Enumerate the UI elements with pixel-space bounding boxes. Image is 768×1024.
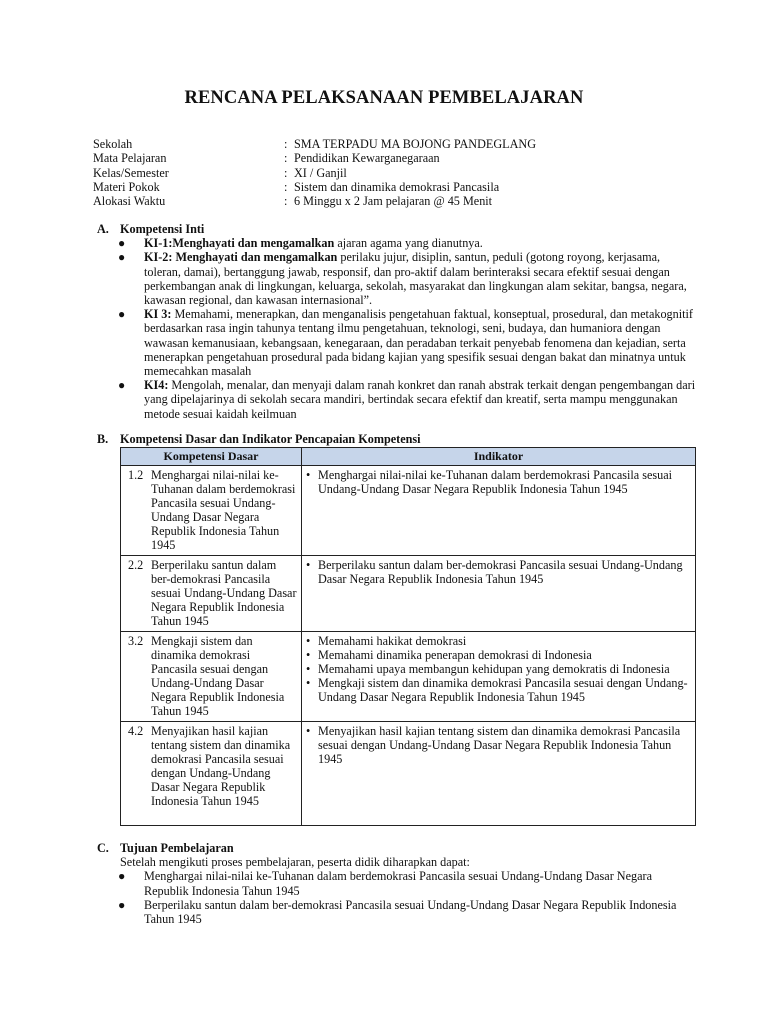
kd-text: Mengkaji sistem dan dinamika demokrasi Pancasila sesuai dengan Undang-Undang Dasar Negara Republik Indonesia Tahun 1945 — [151, 634, 285, 719]
bullet-icon: • — [306, 724, 311, 738]
ki-text: Mengolah, menalar, dan menyaji dalam ranah konkret dan ranah abstrak terkait dengan pengembangan dari yang dipelajarinya di sekolah secara mandiri, bertindak secara efektif dan kreatif, serta mampu menggunakan metode sesuai kaidah keilmuan — [144, 378, 696, 421]
info-label: Alokasi Waktu — [93, 194, 166, 209]
indicator-text: Memahami upaya membangun kehidupan yang demokratis di Indonesia — [318, 662, 670, 677]
indicator-text: Memahami hakikat demokrasi — [318, 634, 467, 648]
info-value: SMA TERPADU MA BOJONG PANDEGLANG — [294, 137, 536, 151]
bullet-icon: • — [306, 676, 311, 691]
ki-label: KI4: — [144, 378, 169, 393]
column-header-indikator: Indikator — [302, 448, 696, 466]
kd-text: Berperilaku santun dalam ber-demokrasi Pancasila sesuai Undang-Undang Dasar Negara Republik Indonesia Tahun 1945 — [151, 558, 297, 629]
indicator-text: Menghargai nilai-nilai ke-Tuhanan dalam berdemokrasi Pancasila sesuai Undang-Undang Dasar Negara Republik Indonesia Tahun 1945 — [318, 468, 673, 497]
bullet-icon: • — [306, 634, 311, 648]
info-value: XI / Ganjil — [294, 165, 347, 180]
bullet-icon: ● — [118, 250, 126, 265]
kd-cell — [121, 466, 302, 556]
ki-text: Memahami, menerapkan, dan menganalisis pengetahuan faktual, konseptual, prosedural, dan metakognitif berdasarkan rasa ingin tahunya tentang ilmu pengetahuan, teknologi, seni, budaya, dan humaniora dengan wawasan kemanusiaan, kebangsaan, kenegaraan, dan peradaban terkait penyebab fenomena dan kejadian, serta menerapkan pengetahuan prosedural pada bidang kajian yang spesifik sesuai dengan bakat dan minatnya untuk memecahkan masalah — [144, 307, 693, 379]
column-header-kd: Kompetensi Dasar — [121, 448, 302, 466]
section-tujuan-pembelajaran — [97, 841, 697, 926]
table-header-row — [121, 448, 696, 466]
document-title: RENCANA PELAKSANAAN PEMBELAJARAN — [184, 88, 584, 108]
table-row — [121, 466, 696, 556]
ki-label: KI-2: Menghayati dan mengamalkan — [144, 250, 338, 265]
indicator-cell — [302, 556, 696, 632]
kd-number: 4.2 — [128, 724, 144, 738]
info-colon: : — [284, 137, 288, 151]
ki-text: perilaku jujur, disiplin, santun, peduli (gotong royong, kerjasama, toleran, damai), bertanggung jawab, responsif, dan pro-aktif dalam berinteraksi secara efektif sesuai dengan perkembangan anak di lingkungan, keluarga, sekolah, masyarakat dan lingkungan alam sekitar, bangsa, negara, kawasan regional, dan kawasan internasional”. — [144, 250, 687, 307]
tujuan-text: Menghargai nilai-nilai ke-Tuhanan dalam berdemokrasi Pancasila sesuai Undang-Undang Dasar Negara Republik Indonesia Tahun 1945 — [144, 869, 652, 898]
kd-indicator-table — [120, 447, 696, 826]
kd-number: 3.2 — [128, 634, 144, 648]
bullet-icon: • — [306, 558, 311, 572]
list-item — [302, 662, 692, 676]
kd-number: 1.2 — [128, 468, 144, 482]
section-title: Kompetensi Inti — [120, 222, 205, 236]
list-item — [97, 869, 699, 897]
kd-text: Menghargai nilai-nilai ke-Tuhanan dalam berdemokrasi Pancasila sesuai Undang-Undang Dasar Negara Republik Indonesia Tahun 1945 — [151, 468, 296, 553]
list-item — [302, 724, 692, 766]
kd-cell — [121, 722, 302, 826]
indicator-text: Memahami dinamika penerapan demokrasi di Indonesia — [318, 648, 592, 663]
info-label: Mata Pelajaran — [93, 151, 167, 166]
bullet-icon: ● — [118, 236, 126, 251]
section-letter: B. — [97, 432, 109, 446]
indicator-list — [302, 724, 692, 766]
section-letter: C. — [97, 841, 109, 855]
list-item — [302, 558, 692, 586]
section-heading — [97, 432, 697, 446]
info-colon: : — [284, 165, 288, 180]
info-label: Kelas/Semester — [93, 165, 169, 180]
bullet-icon: ● — [118, 378, 126, 393]
ki-text: ajaran agama yang dianutnya. — [334, 236, 483, 251]
info-label: Sekolah — [93, 137, 133, 151]
list-item — [97, 898, 699, 926]
section-heading — [97, 841, 697, 855]
list-item — [302, 676, 692, 704]
info-colon: : — [284, 179, 288, 194]
kd-cell — [121, 556, 302, 632]
table-row — [121, 722, 696, 826]
info-colon: : — [284, 151, 288, 166]
section-letter: A. — [97, 222, 109, 236]
info-value: 6 Minggu x 2 Jam pelajaran @ 45 Menit — [294, 194, 493, 209]
list-item — [97, 378, 699, 421]
ki-label: KI-1:Menghayati dan mengamalkan — [144, 236, 335, 251]
section-kompetensi-inti — [97, 222, 697, 421]
info-colon: : — [284, 194, 288, 209]
tujuan-list — [97, 869, 697, 926]
section-title: Tujuan Pembelajaran — [120, 841, 234, 855]
indicator-text: Mengkaji sistem dan dinamika demokrasi Pancasila sesuai dengan Undang-Undang Dasar Negara Republik Indonesia Tahun 1945 — [318, 676, 688, 705]
list-item — [302, 468, 692, 496]
bullet-icon: • — [306, 662, 311, 677]
list-item — [97, 307, 699, 378]
info-value: Pendidikan Kewarganegaraan — [294, 151, 440, 166]
bullet-icon: • — [306, 648, 311, 663]
table-row — [121, 632, 696, 722]
indicator-list — [302, 468, 692, 496]
list-item — [302, 634, 692, 648]
list-item — [97, 236, 699, 250]
indicator-text: Berperilaku santun dalam ber-demokrasi Pancasila sesuai Undang-Undang Dasar Negara Republik Indonesia Tahun 1945 — [318, 558, 683, 587]
indicator-list — [302, 634, 692, 704]
indicator-list — [302, 558, 692, 586]
indicator-cell — [302, 722, 696, 826]
kd-number: 2.2 — [128, 558, 144, 572]
kd-cell — [121, 632, 302, 722]
indicator-text: Menyajikan hasil kajian tentang sistem dan dinamika demokrasi Pancasila sesuai dengan Undang-Undang Dasar Negara Republik Indonesia Tahun 1945 — [318, 724, 681, 767]
list-item — [302, 648, 692, 662]
section-kompetensi-dasar — [97, 432, 697, 446]
bullet-icon: ● — [118, 897, 126, 912]
kd-text: Menyajikan hasil kajian tentang sistem dan dinamika demokrasi Pancasila sesuai dengan Undang-Undang Dasar Negara Republik Indonesia Tahun 1945 — [151, 724, 291, 809]
list-item — [97, 250, 699, 307]
section-heading — [97, 222, 697, 236]
info-value: Sistem dan dinamika demokrasi Pancasila — [294, 179, 500, 194]
bullet-icon: • — [306, 468, 311, 482]
indicator-cell — [302, 466, 696, 556]
info-label: Materi Pokok — [93, 179, 160, 194]
indicator-cell — [302, 632, 696, 722]
bullet-icon: ● — [118, 307, 126, 322]
tujuan-text: Berperilaku santun dalam ber-demokrasi Pancasila sesuai Undang-Undang Dasar Negara Republik Indonesia Tahun 1945 — [144, 897, 677, 926]
ki-label: KI 3: — [144, 307, 172, 322]
table-row — [121, 556, 696, 632]
ki-list — [97, 236, 697, 421]
bullet-icon: ● — [118, 869, 126, 884]
section-intro: Setelah mengikuti proses pembelajaran, peserta didik diharapkan dapat: — [120, 855, 470, 870]
section-title: Kompetensi Dasar dan Indikator Pencapaian Kompetensi — [120, 432, 421, 446]
